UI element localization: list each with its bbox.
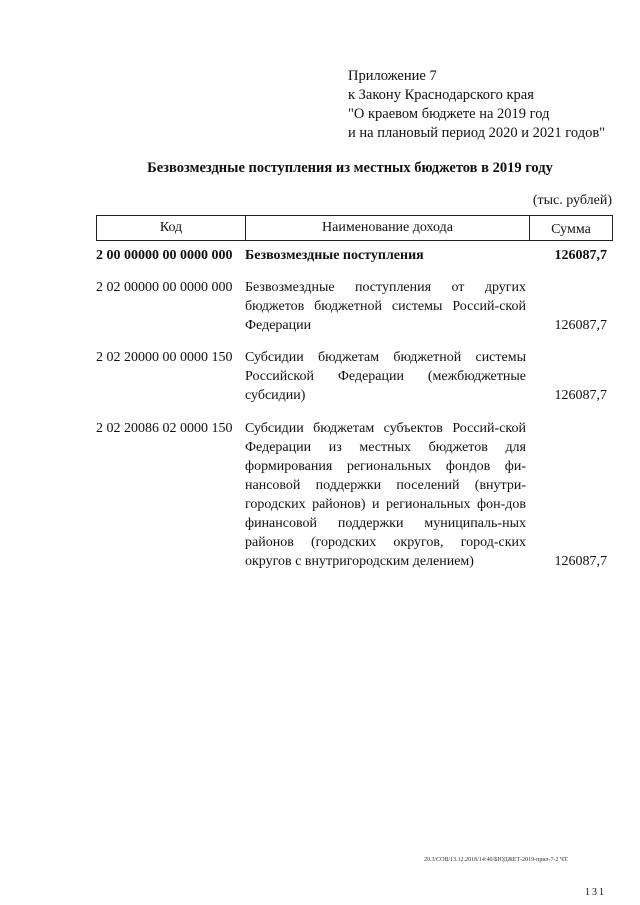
appendix-line-2: к Закону Краснодарского края	[348, 87, 534, 103]
footer-stamp: 20.3/СОВ/13.12.2018/14:40/БЮДЖЕТ-2019-прил-7-2 ЧТ.	[424, 857, 569, 863]
page-number: 131	[585, 887, 606, 898]
appendix-line-3: "О краевом бюджете на 2019 год	[348, 106, 550, 122]
row-name: Безвозмездные поступления от других бюджетов бюджетной системы Россий-ской Федерации	[245, 280, 526, 333]
header-sum: Сумма	[551, 222, 591, 237]
units-label: (тыс. рублей)	[532, 193, 612, 208]
row-code: 2 02 20086 02 0000 150	[96, 421, 233, 436]
row-sum: 126087,7	[554, 248, 607, 263]
row-code: 2 02 00000 00 0000 000	[96, 280, 233, 295]
row-name: Субсидии бюджетам субъектов Россий-ской Федерации из местных бюджетов для формирования региональных фондов фи-нансовой поддержки поселений (внутри-городских районов) и региональных фон-дов финансовой поддержки муниципаль-ных районов (городских округов, город-ских округов с внутригородским делением)	[245, 421, 526, 569]
appendix-line-4: и на плановый период 2020 и 2021 годов"	[348, 125, 606, 141]
row-sum: 126087,7	[554, 388, 607, 403]
row-code: 2 00 00000 00 0000 000	[96, 248, 233, 263]
row-sum: 126087,7	[554, 318, 607, 333]
row-name: Субсидии бюджетам бюджетной системы Российской Федерации (межбюджетные субсидии)	[245, 350, 526, 403]
row-code: 2 02 20000 00 0000 150	[96, 350, 233, 365]
header-name: Наименование дохода	[246, 216, 530, 241]
appendix-line-1: Приложение 7	[348, 68, 437, 84]
row-name: Безвозмездные поступления	[245, 248, 424, 263]
document-title: Безвозмездные поступления из местных бюджетов в 2019 году	[147, 160, 553, 176]
table-header	[96, 215, 613, 241]
header-rule	[96, 240, 613, 241]
row-sum: 126087,7	[554, 554, 607, 569]
appendix-note	[348, 67, 605, 143]
header-code: Код	[97, 216, 246, 241]
